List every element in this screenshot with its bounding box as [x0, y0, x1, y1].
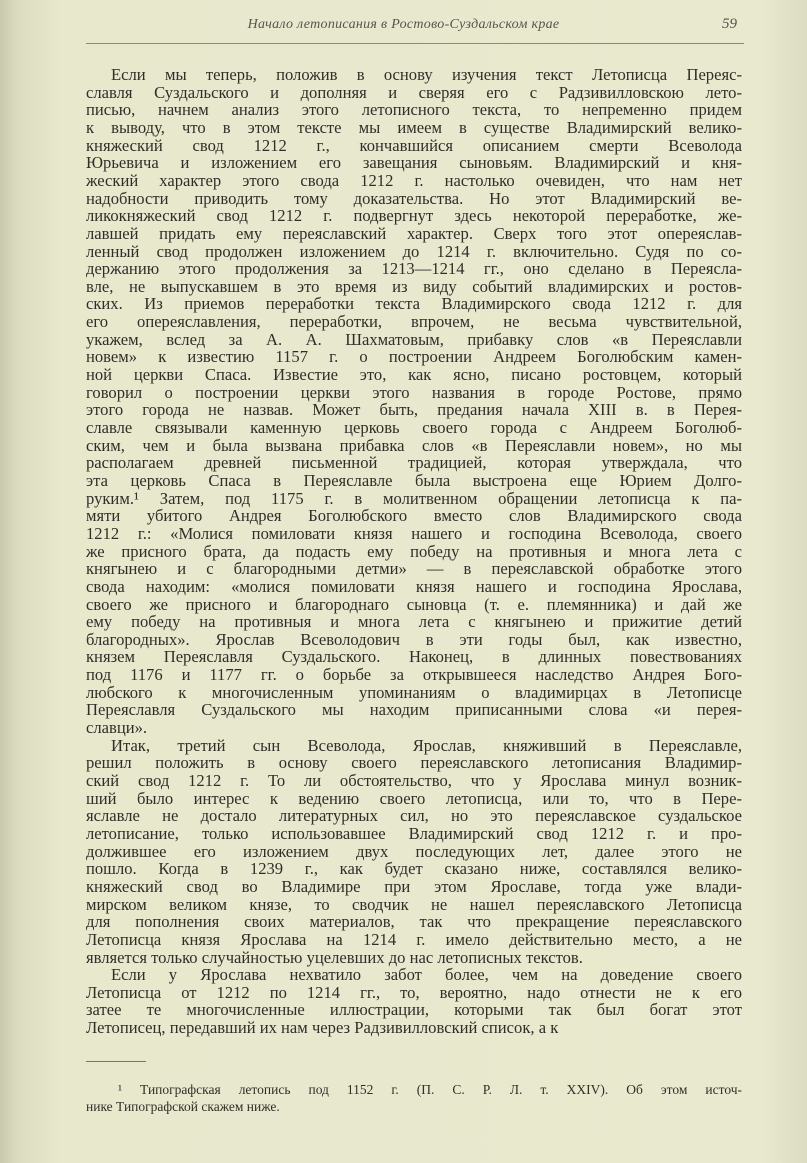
text-line: князем Переяславля Суздальского. Наконец, в длинных повествованиях [86, 648, 742, 667]
text-line: новем» к известию 1157 г. о построении Андреем Боголюбским камен- [86, 348, 742, 367]
text-line: Итак, третий сын Всеволода, Ярослав, княживший в Переяславле, [111, 736, 742, 755]
text-line: пошло. Когда в 1239 г., как будет сказано ниже, составлялся велико- [86, 860, 742, 879]
text-line: является только случайностью уцелевших до нас летописных текстов. [86, 948, 583, 967]
text-line: Летописца от 1212 по 1214 гг., то, вероятно, надо отнести не к его [86, 983, 742, 1002]
text-line: княжеский свод 1212 г., кончавшийся описанием смерти Всеволода [86, 136, 742, 155]
text-line: этого города не назвав. Может быть, предания начала XIII в. в Перея- [86, 401, 742, 420]
text-line: эта церковь Спаса в Переяславле была выстроена еще Юрием Долго- [86, 471, 742, 490]
text-line: лавшей придать ему переяславский характер. Сверх того этот опереяслав- [86, 224, 742, 243]
text-line: благородных». Ярослав Всеволодович в эти годы был, как известно, [86, 630, 742, 649]
header-rule [86, 43, 744, 44]
text-line: славля Суздальского и дополняя и сверяя его с Радзивилловскою лето- [86, 83, 742, 102]
text-line: Летописца князя Ярослава на 1214 г. имело действительно место, а не [86, 930, 742, 949]
text-line: же присного брата, да подасть ему победу на противныя и многа лета с [86, 542, 742, 561]
text-line: яславле не достало литературных сил, но это переяславское суздальское [86, 807, 742, 826]
text-line: славле связывали каменную церковь своего города с Андреем Боголюб- [86, 419, 742, 437]
text-line: ликокняжеский свод 1212 г. подвергнут здесь некоторой переработке, же- [86, 207, 742, 226]
text-line: руким.¹ Затем, под 1175 г. в молитвенном обращении летописца к па- [86, 489, 742, 508]
text-line: говорил о построении церкви этого названия в городе Ростове, прямо [86, 383, 742, 402]
text-line: летописание, только использовавшее Владимирский свод 1212 г. и про- [86, 824, 742, 843]
text-line: ленный свод продолжен изложением до 1214 г. включительно. Судя по со- [86, 242, 742, 261]
text-line: Если мы теперь, положив в основу изучения текст Летописца Переяс- [111, 66, 742, 84]
footnote-line: ¹ Типографская летопись под 1152 г. (П. С. Р. Л. т. XXIV). Об этом источ- [118, 1082, 742, 1097]
text-line: жеский характер этого свода 1212 г. настолько очевиден, что нам нет [86, 171, 742, 190]
text-line: укажем, вслед за А. А. Шахматовым, прибавку слов «в Переяславли [86, 330, 742, 349]
text-line: располагаем древней письменной традицией, которая утверждала, что [86, 454, 742, 473]
text-line: для пополнения своих материалов, так что прекращение переяславского [86, 913, 742, 932]
text-line: затее те многочисленные иллюстрации, которыми так был богат этот [86, 1001, 742, 1020]
text-line: мирском великом князе, то сводчик не нашел переяславского Летописца [86, 895, 742, 914]
text-line: Летописец, передавший их нам через Радзивилловский список, а к [86, 1019, 559, 1038]
text-line: его опереяславления, переработки, впрочем, не весьма чувствительной, [86, 313, 742, 332]
text-line: ским, чем и была вызвана прибавка слов «в Переяславли новем», но мы [86, 436, 742, 455]
text-line: Юрьевича и изложением его завещания сыновьям. Владимирский и кня- [86, 154, 742, 173]
text-line: вле, не выпускавшем в это время из виду событий владимирских и ростов- [86, 277, 742, 296]
text-line: свода находим: «молися помиловати князя нашего и господина Ярослава, [86, 577, 742, 596]
text-line: мяти убитого Андрея Боголюбского вместо слов Владимирского свода [86, 507, 742, 526]
text-line: ему победу на противныя и многа лета с княгынею и прижитие детий [86, 613, 742, 632]
text-line: княгынею и с благородными детми» — в переяславской обработке этого [86, 560, 742, 579]
text-line: любского к многочисленным упоминаниям о владимирцах в Летописце [86, 683, 742, 702]
text-line: Если у Ярослава нехватило забот более, чем на доведение своего [111, 966, 742, 985]
text-line: ских. Из приемов переработки текста Владимирского свода 1212 г. для [86, 295, 742, 314]
running-title: Начало летописания в Ростово-Суздальском крае [247, 17, 560, 32]
text-line: Переяславля Суздальского мы находим приписанными слова «и перея- [86, 701, 742, 720]
text-line: ший было интерес к ведению своего летописца, или то, что в Пере- [86, 789, 742, 808]
text-line: писью, начнем анализ этого летописного текста, то непременно придем [86, 101, 742, 120]
text-line: ной церкви Спаса. Известие это, как ясно, писано ростовцем, который [86, 366, 742, 384]
text-line: княжеский свод во Владимире при этом Ярославе, тогда уже влади- [86, 877, 742, 896]
text-line: 1212 г.: «Молися помиловати князя нашего и господина Всеволода, своего [86, 524, 742, 543]
footnote-line: нике Типографской скажем ниже. [86, 1099, 280, 1114]
text-line: ский свод 1212 г. То ли обстоятельство, что у Ярослава минул возник- [86, 772, 742, 790]
text-line: своего же присного и благороднаго сыновца (т. е. племянника) и дай же [86, 595, 742, 614]
text-line: славци». [86, 719, 148, 737]
text-line: решил положить в основу своего переяславского летописания Владимир- [86, 754, 742, 773]
text-line: должившее его изложением двух последующих лет, далее этого не [86, 842, 742, 861]
text-line: под 1176 и 1177 гг. о борьбе за открывшееся наследство Андрея Бого- [86, 666, 742, 685]
text-line: надобности приводить тому доказательства. Но этот Владимирский ве- [86, 189, 742, 208]
text-line: держанию этого продолжения за 1213—1214 гг., оно сделано в Переясла- [86, 260, 742, 279]
text-line: к выводу, что в этом тексте мы имеем в существе Владимирский велико- [86, 118, 742, 137]
footnote-rule [86, 1061, 146, 1062]
page-number: 59 [722, 16, 737, 32]
